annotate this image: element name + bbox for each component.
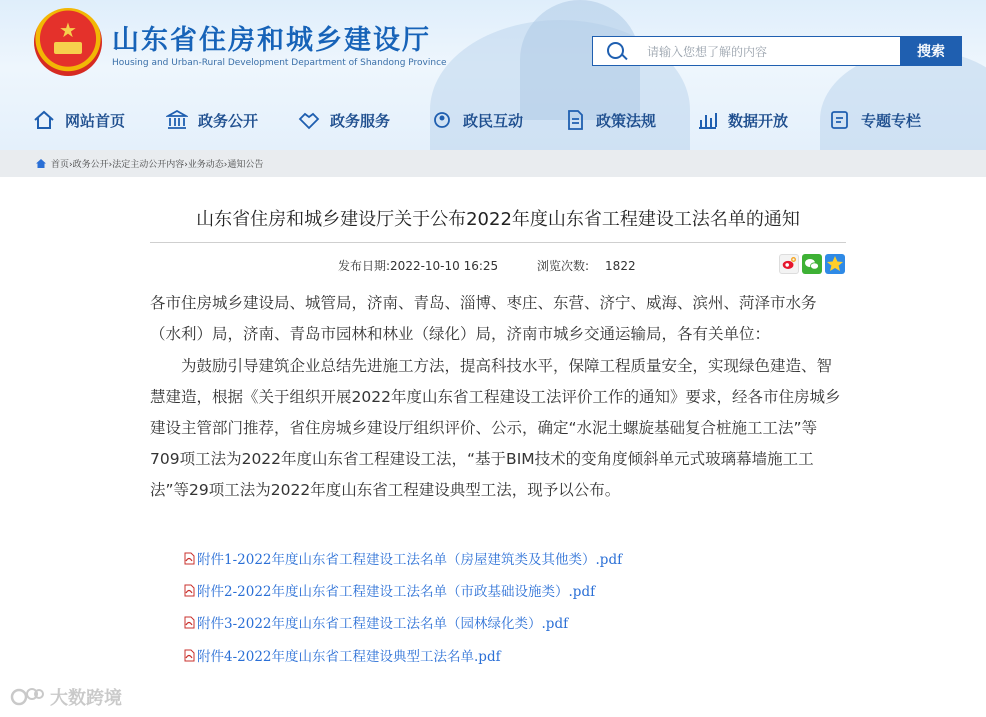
home-icon	[33, 110, 55, 130]
site-subtitle: Housing and Urban-Rural Development Department of Shandong Province	[112, 58, 447, 68]
attachment-link-3[interactable]	[183, 612, 568, 632]
weibo-icon[interactable]	[779, 254, 799, 274]
topic-icon	[829, 110, 851, 130]
site-title[interactable]: 山东省住房和城乡建设厅	[112, 25, 431, 56]
attachment-link-1[interactable]	[183, 548, 622, 568]
nav-label: 专题专栏	[861, 111, 922, 130]
attachment-link-4[interactable]	[183, 645, 501, 665]
site-header	[0, 0, 986, 150]
nav-item-interaction[interactable]	[431, 108, 523, 132]
government-building-icon	[166, 110, 188, 130]
nav-label: 政务公开	[198, 111, 259, 130]
nav-item-open-data[interactable]	[696, 108, 788, 132]
nav-item-topics[interactable]	[829, 108, 921, 132]
publish-date	[338, 257, 498, 274]
wechat-icon[interactable]	[802, 254, 822, 274]
interaction-icon	[431, 110, 453, 130]
nav-label: 政民互动	[463, 111, 524, 130]
breadcrumb-home-icon	[36, 159, 46, 168]
nav-label: 政策法规	[596, 111, 657, 130]
pdf-icon	[183, 616, 195, 629]
search-box	[592, 36, 962, 66]
nav-item-services[interactable]	[298, 108, 390, 132]
search-icon	[607, 42, 624, 59]
pdf-icon	[183, 584, 195, 597]
publish-date-value: 2022-10-10 16:25	[390, 259, 499, 273]
view-count	[537, 257, 636, 274]
pdf-icon	[183, 552, 195, 565]
breadcrumb-text[interactable]: 首页›政务公开›法定主动公开内容›业务动态›通知公告	[51, 160, 264, 170]
breadcrumb[interactable]	[36, 157, 263, 170]
article-paragraph-main: 为鼓励引导建筑企业总结先进施工方法，提高科技水平，保障工程质量安全，实现绿色建造、智慧建造，根据《关于组织开展2022年度山东省工程建设工法评价工作的通知》要求，经各市住房城乡建设主管部门推荐，省住房城乡建设厅组织评价、公示，确定“水泥土螺旋基础复合桩施工工法”等709项工法为2022年度山东省工程建设工法，“基于BIM技术的变角度倾斜单元式玻璃幕墙施工工法”等29项工法为2022年度山东省工程建设典型工法，现予以公布。	[150, 357, 841, 499]
title-divider	[150, 242, 846, 243]
attachment-name[interactable]: 附件4-2022年度山东省工程建设典型工法名单.pdf	[197, 649, 501, 665]
watermark	[10, 684, 122, 710]
breadcrumb-bar	[0, 150, 986, 177]
views-value: 1822	[605, 259, 636, 273]
article-paragraph-addressees: 各市住房城乡建设局、城管局，济南、青岛、淄博、枣庄、东营、济宁、威海、滨州、菏泽市水务（水利）局，济南、青岛市园林和林业（绿化）局，济南市城乡交通运输局，各有关单位：	[150, 294, 817, 343]
attachment-link-2[interactable]	[183, 580, 595, 600]
main-nav	[0, 100, 986, 140]
attachment-name[interactable]: 附件2-2022年度山东省工程建设工法名单（市政基础设施类）.pdf	[197, 584, 596, 600]
nav-label: 政务服务	[330, 111, 391, 130]
publish-label: 发布日期:	[338, 259, 391, 273]
pdf-icon	[183, 649, 195, 662]
handshake-icon	[298, 110, 320, 130]
document-icon	[564, 110, 586, 130]
attachment-name[interactable]: 附件3-2022年度山东省工程建设工法名单（园林绿化类）.pdf	[197, 616, 569, 632]
nav-label: 数据开放	[728, 111, 789, 130]
nav-item-home[interactable]	[33, 108, 125, 132]
qzone-icon[interactable]	[825, 254, 845, 274]
nav-label: 网站首页	[65, 111, 126, 130]
watermark-logo-icon	[10, 686, 44, 708]
views-label: 浏览次数:	[537, 259, 590, 273]
search-input[interactable]	[645, 40, 899, 64]
nav-item-government-affairs[interactable]	[166, 108, 258, 132]
bar-chart-icon	[696, 110, 718, 130]
attachment-name[interactable]: 附件1-2022年度山东省工程建设工法名单（房屋建筑类及其他类）.pdf	[197, 552, 623, 568]
national-emblem-icon[interactable]: ★	[34, 8, 102, 76]
nav-item-policies[interactable]	[564, 108, 656, 132]
search-button[interactable]: 搜索	[900, 36, 962, 66]
watermark-text: 大数跨境	[50, 688, 122, 709]
article-title: 山东省住房和城乡建设厅关于公布2022年度山东省工程建设工法名单的通知	[196, 209, 800, 230]
